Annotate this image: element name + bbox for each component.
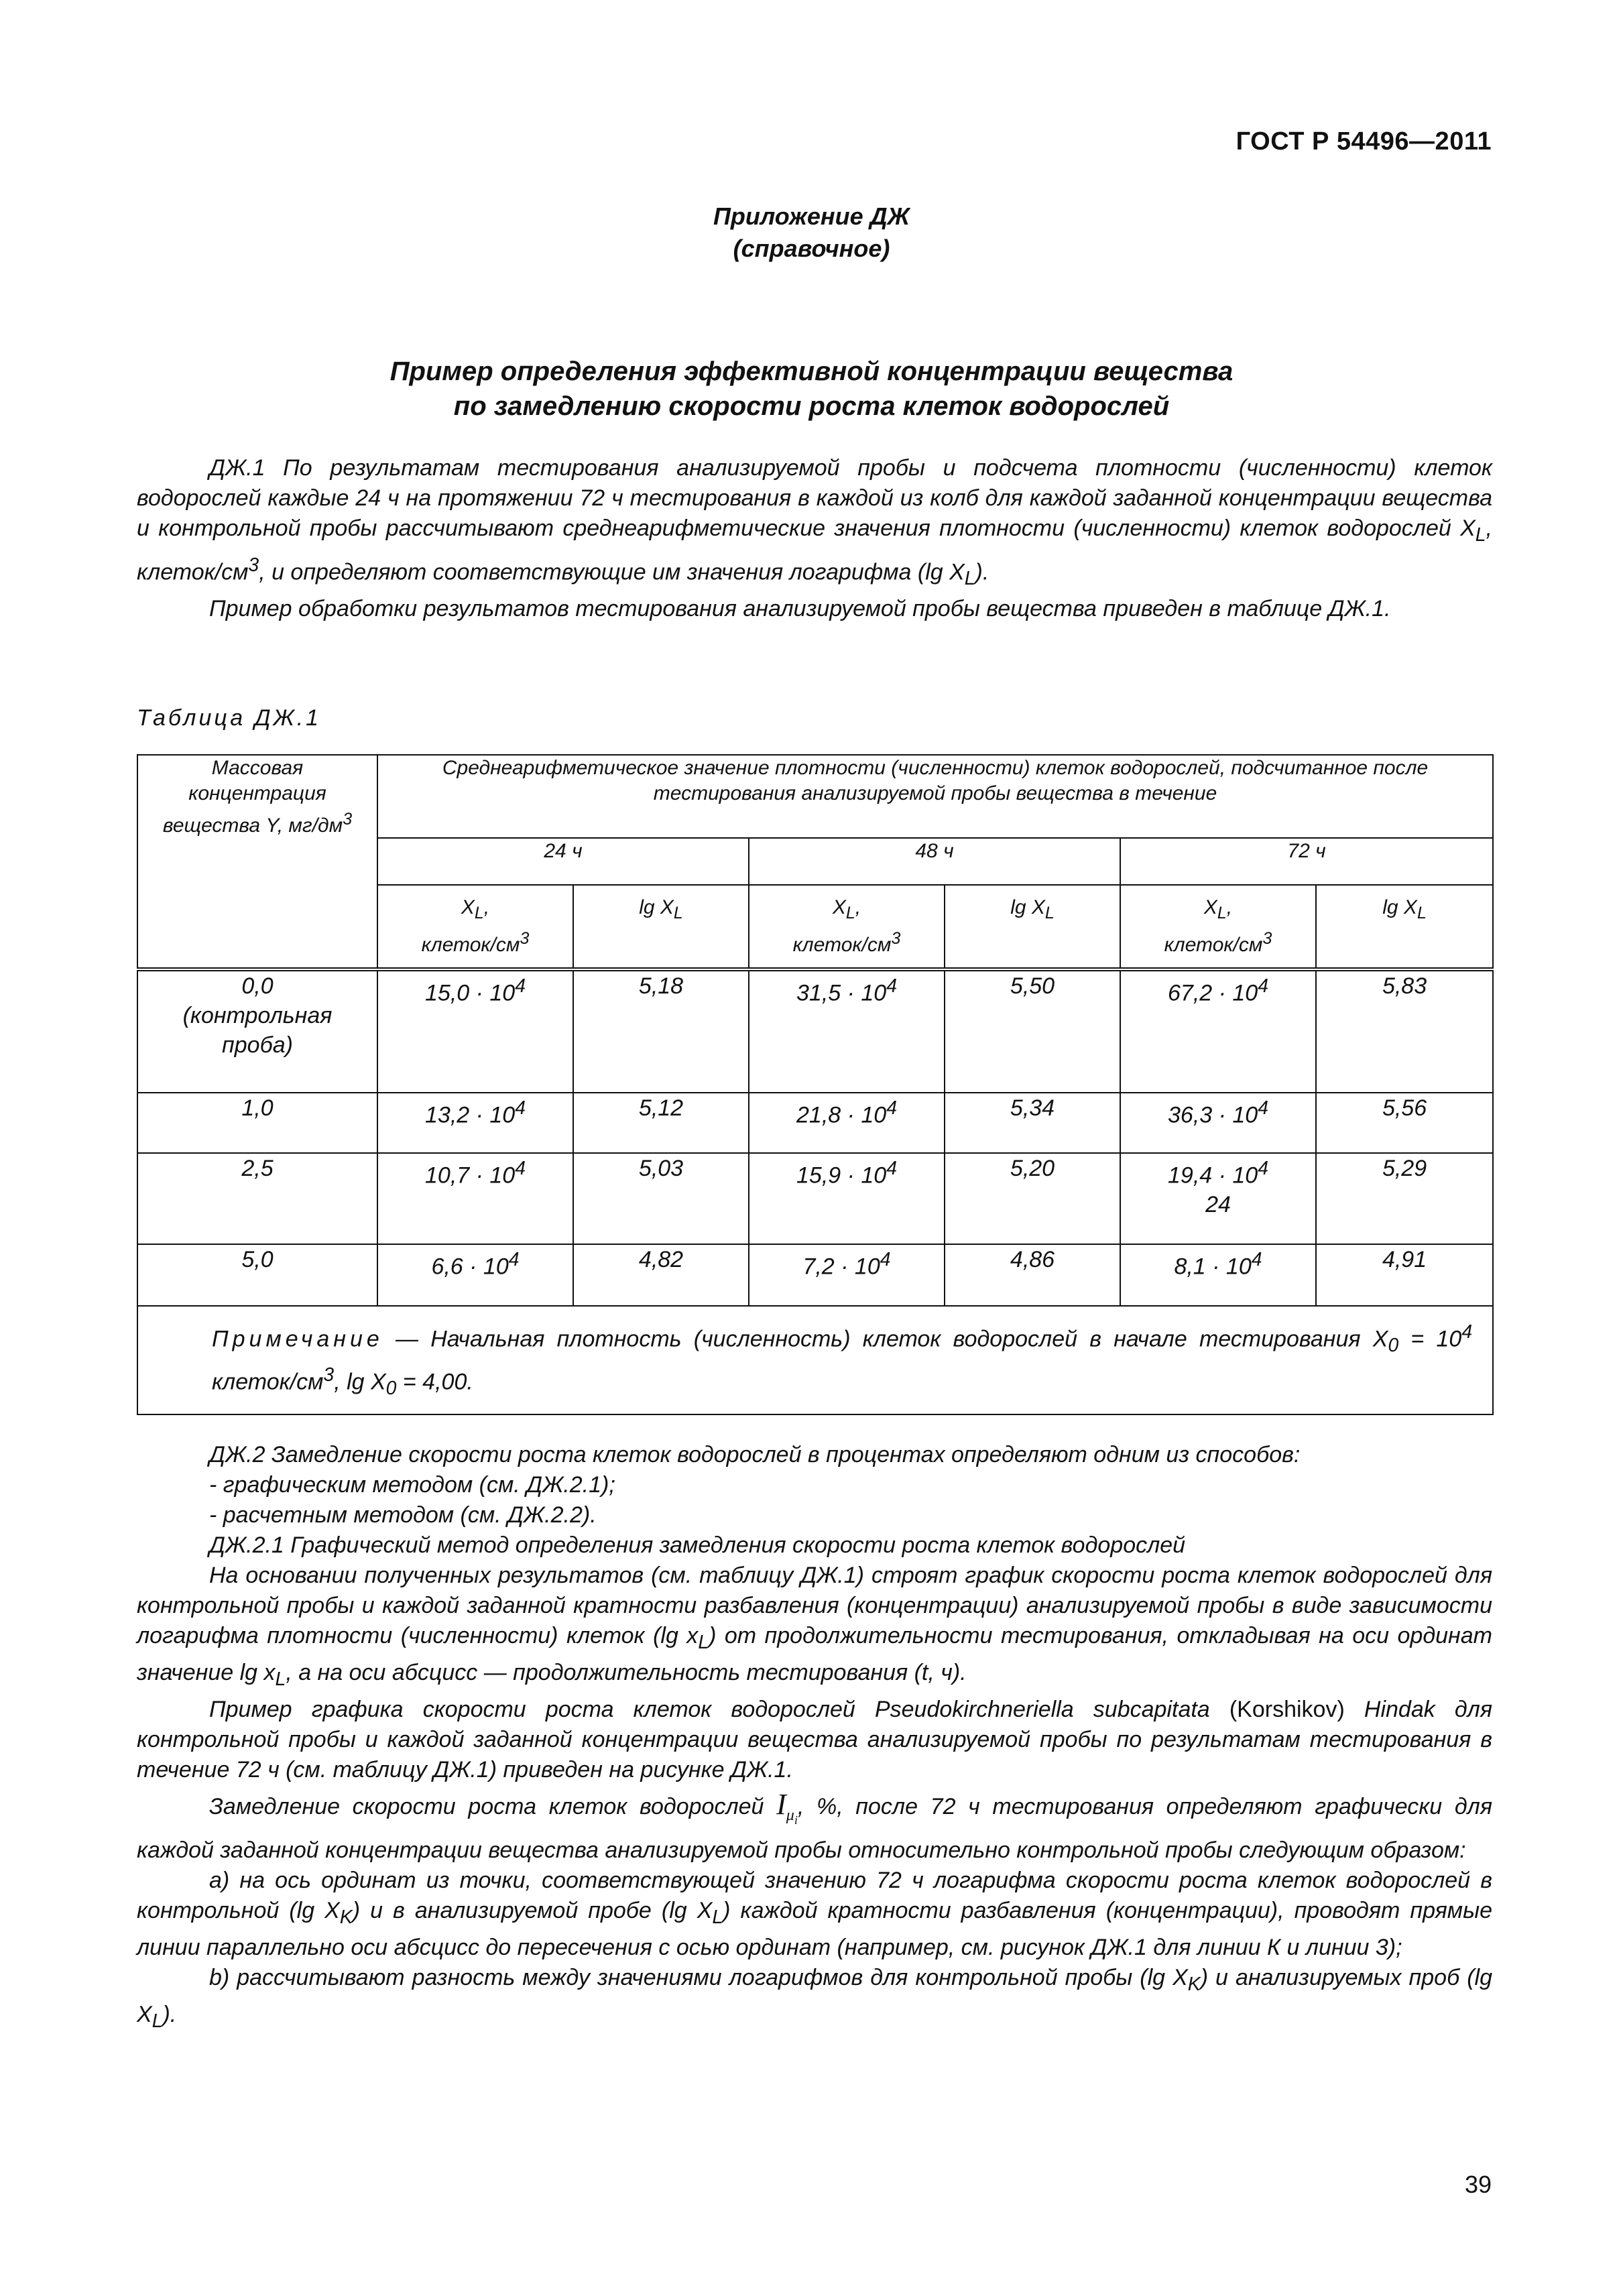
table-note: Примечание — Начальная плотность (численность) клеток водорослей в начале тестирования $X_0 = 10^4$ клеток/$см^3$, $\lg X_0 = 4,00$. [137, 1306, 1493, 1414]
sub-header-lg: $\lg X_L$ [945, 885, 1120, 969]
table-row [137, 1093, 1493, 1153]
lg-cell: 5,18 [573, 969, 749, 1093]
value-cell: $10,7 \cdot 10^4$ [377, 1153, 573, 1244]
concentration-cell: 0,0 (контрольная проба) [137, 969, 377, 1093]
concentration-cell: 5,0 [137, 1244, 377, 1306]
lg-cell: 5,83 [1316, 969, 1493, 1093]
method-list-item: - расчетным методом (см. ДЖ.2.2). [209, 1502, 597, 1528]
lg-cell: 5,29 [1316, 1153, 1493, 1244]
standard-code: ГОСТ Р 54496—2011 [1236, 127, 1492, 156]
value-cell: $31,5 \cdot 10^4$ [749, 969, 945, 1093]
value-cell: $8,1 \cdot 10^4$ [1120, 1244, 1316, 1306]
lg-cell: 4,82 [573, 1244, 749, 1306]
concentration-cell: 2,5 [137, 1153, 377, 1244]
mass-concentration-header: Массовая концентрация вещества Y, $мг/дм^3$ [137, 755, 377, 969]
step-b-paragraph: b) рассчитывают разность между значениями логарифмов для контрольной пробы (lg $X_K$) и анализируемых проб (lg $X_L$). [137, 1964, 1492, 2032]
method-list-item: - графическим методом (см. ДЖ.2.1); [209, 1472, 615, 1498]
lg-cell: 5,03 [573, 1153, 749, 1244]
step-a-paragraph: a) на ось ординат из точки, соответствующей значению 72 ч логарифма скорости роста клеток водорослей в контрольной (lg $X_K$) и в анализируемой пробе (lg $X_L$) каждой кратности разбавления (концентрации), проводят прямые линии параллельно оси абсцисс до пересечения с осью ординат (например, см. рисунок ДЖ.1 для линии К и линии 3); [137, 1868, 1492, 1960]
lg-cell: 5,50 [945, 969, 1120, 1093]
value-cell: $15,0 \cdot 10^4$ [377, 969, 573, 1093]
value-cell: $19,4 \cdot 10^4$ 24 [1120, 1153, 1316, 1244]
annex-label: Приложение ДЖ [713, 202, 910, 230]
value-cell: $15,9 \cdot 10^4$ [749, 1153, 945, 1244]
sub-header-lg: $\lg X_L$ [1316, 885, 1493, 969]
table-row [137, 1153, 1493, 1244]
title-line-1: Пример определения эффективной концентрации вещества [389, 357, 1234, 386]
table-row [137, 1244, 1493, 1306]
lg-cell: 5,12 [573, 1093, 749, 1153]
graph-paragraph: На основании полученных результатов (см. таблицу ДЖ.1) строят график скорости роста клеток водорослей для контрольной пробы и каждой заданной кратности разбавления (концентрации) анализируемой пробы в виде зависимости логарифма плотности (численности) клеток (lg $x_L$) от продолжительности тестирования, откладывая на оси ординат значение $\lg x_L$, а на оси абсцисс — продолжительность тестирования (t, ч). [137, 1563, 1492, 1690]
intro-section [137, 453, 1492, 624]
inhibition-paragraph: Замедление скорости роста клеток водорослей $I_{\mu_i}$, %, после 72 ч тестирования определяют графически для каждой заданной концентрации вещества анализируемой пробы относительно контрольной пробы следующим образом: [137, 1787, 1492, 1864]
value-cell: $7,2 \cdot 10^4$ [749, 1244, 945, 1306]
method-section [137, 1440, 1492, 2037]
lg-cell: 4,91 [1316, 1244, 1493, 1306]
inhibition-symbol: $I_{\mu_i}$ [776, 1787, 798, 1827]
results-table [137, 754, 1494, 1415]
period-24h: 24 ч [377, 838, 749, 885]
period-48h: 48 ч [749, 838, 1120, 885]
period-72h: 72 ч [1120, 838, 1493, 885]
value-cell: $67,2 \cdot 10^4$ [1120, 969, 1316, 1093]
value-cell: $36,3 \cdot 10^4$ [1120, 1093, 1316, 1153]
example-paragraph: Пример графика скорости роста клеток водорослей Pseudokirchneriella subcapitata (Korshikov) Hindak для контрольной пробы и каждой заданной концентрации вещества анализируемой пробы по результатам тестирования в течение 72 ч (см. таблицу ДЖ.1) приведен на рисунке ДЖ.1. [137, 1696, 1492, 1783]
dj2-paragraph: ДЖ.2 Замедление скорости роста клеток водорослей в процентах определяют одним из способов: [209, 1442, 1301, 1467]
page-number: 39 [1464, 2171, 1492, 2198]
concentration-cell: 1,0 [137, 1093, 377, 1153]
table-caption: Таблица ДЖ.1 [137, 705, 322, 731]
annex-type: (справочное) [733, 235, 890, 262]
value-cell: $13,2 \cdot 10^4$ [377, 1093, 573, 1153]
dj21-heading: ДЖ.2.1 Графический метод определения замедления скорости роста клеток водорослей [209, 1532, 1186, 1558]
value-cell: $6,6 \cdot 10^4$ [377, 1244, 573, 1306]
lg-cell: 5,20 [945, 1153, 1120, 1244]
sub-header-x: $X_L$, клеток/$см^3$ [1120, 885, 1316, 969]
lg-cell: 4,86 [945, 1244, 1120, 1306]
value-cell: $21,8 \cdot 10^4$ [749, 1093, 945, 1153]
sub-header-x: $X_L$, клеток/$см^3$ [749, 885, 945, 969]
lg-cell: 5,56 [1316, 1093, 1493, 1153]
sub-header-lg: $\lg X_L$ [573, 885, 749, 969]
intro-paragraph-2: Пример обработки результатов тестирования анализируемой пробы вещества приведен в таблице ДЖ.1. [209, 595, 1391, 621]
title-line-2: по замедлению скорости роста клеток водорослей [453, 391, 1170, 421]
table-row [137, 969, 1493, 1093]
group-header: Среднеарифметическое значение плотности (численности) клеток водорослей, подсчитанное после тестирования анализируемой пробы вещества в течение [377, 755, 1493, 838]
intro-paragraph-1: ДЖ.1 По результатам тестирования анализируемой пробы и подсчета плотности (численности) клеток водорослей каждые 24 ч на протяжении 72 ч тестирования в каждой из колб для каждой заданной концентрации вещества и контрольной пробы рассчитывают среднеарифметические значения плотности (численности) клеток водорослей $X_L$, клеток/$см^3$, и определяют соответствующие им значения логарифма (lg $X_L$). [137, 455, 1492, 589]
sub-header-x: $X_L$, клеток/$см^3$ [377, 885, 573, 969]
lg-cell: 5,34 [945, 1093, 1120, 1153]
